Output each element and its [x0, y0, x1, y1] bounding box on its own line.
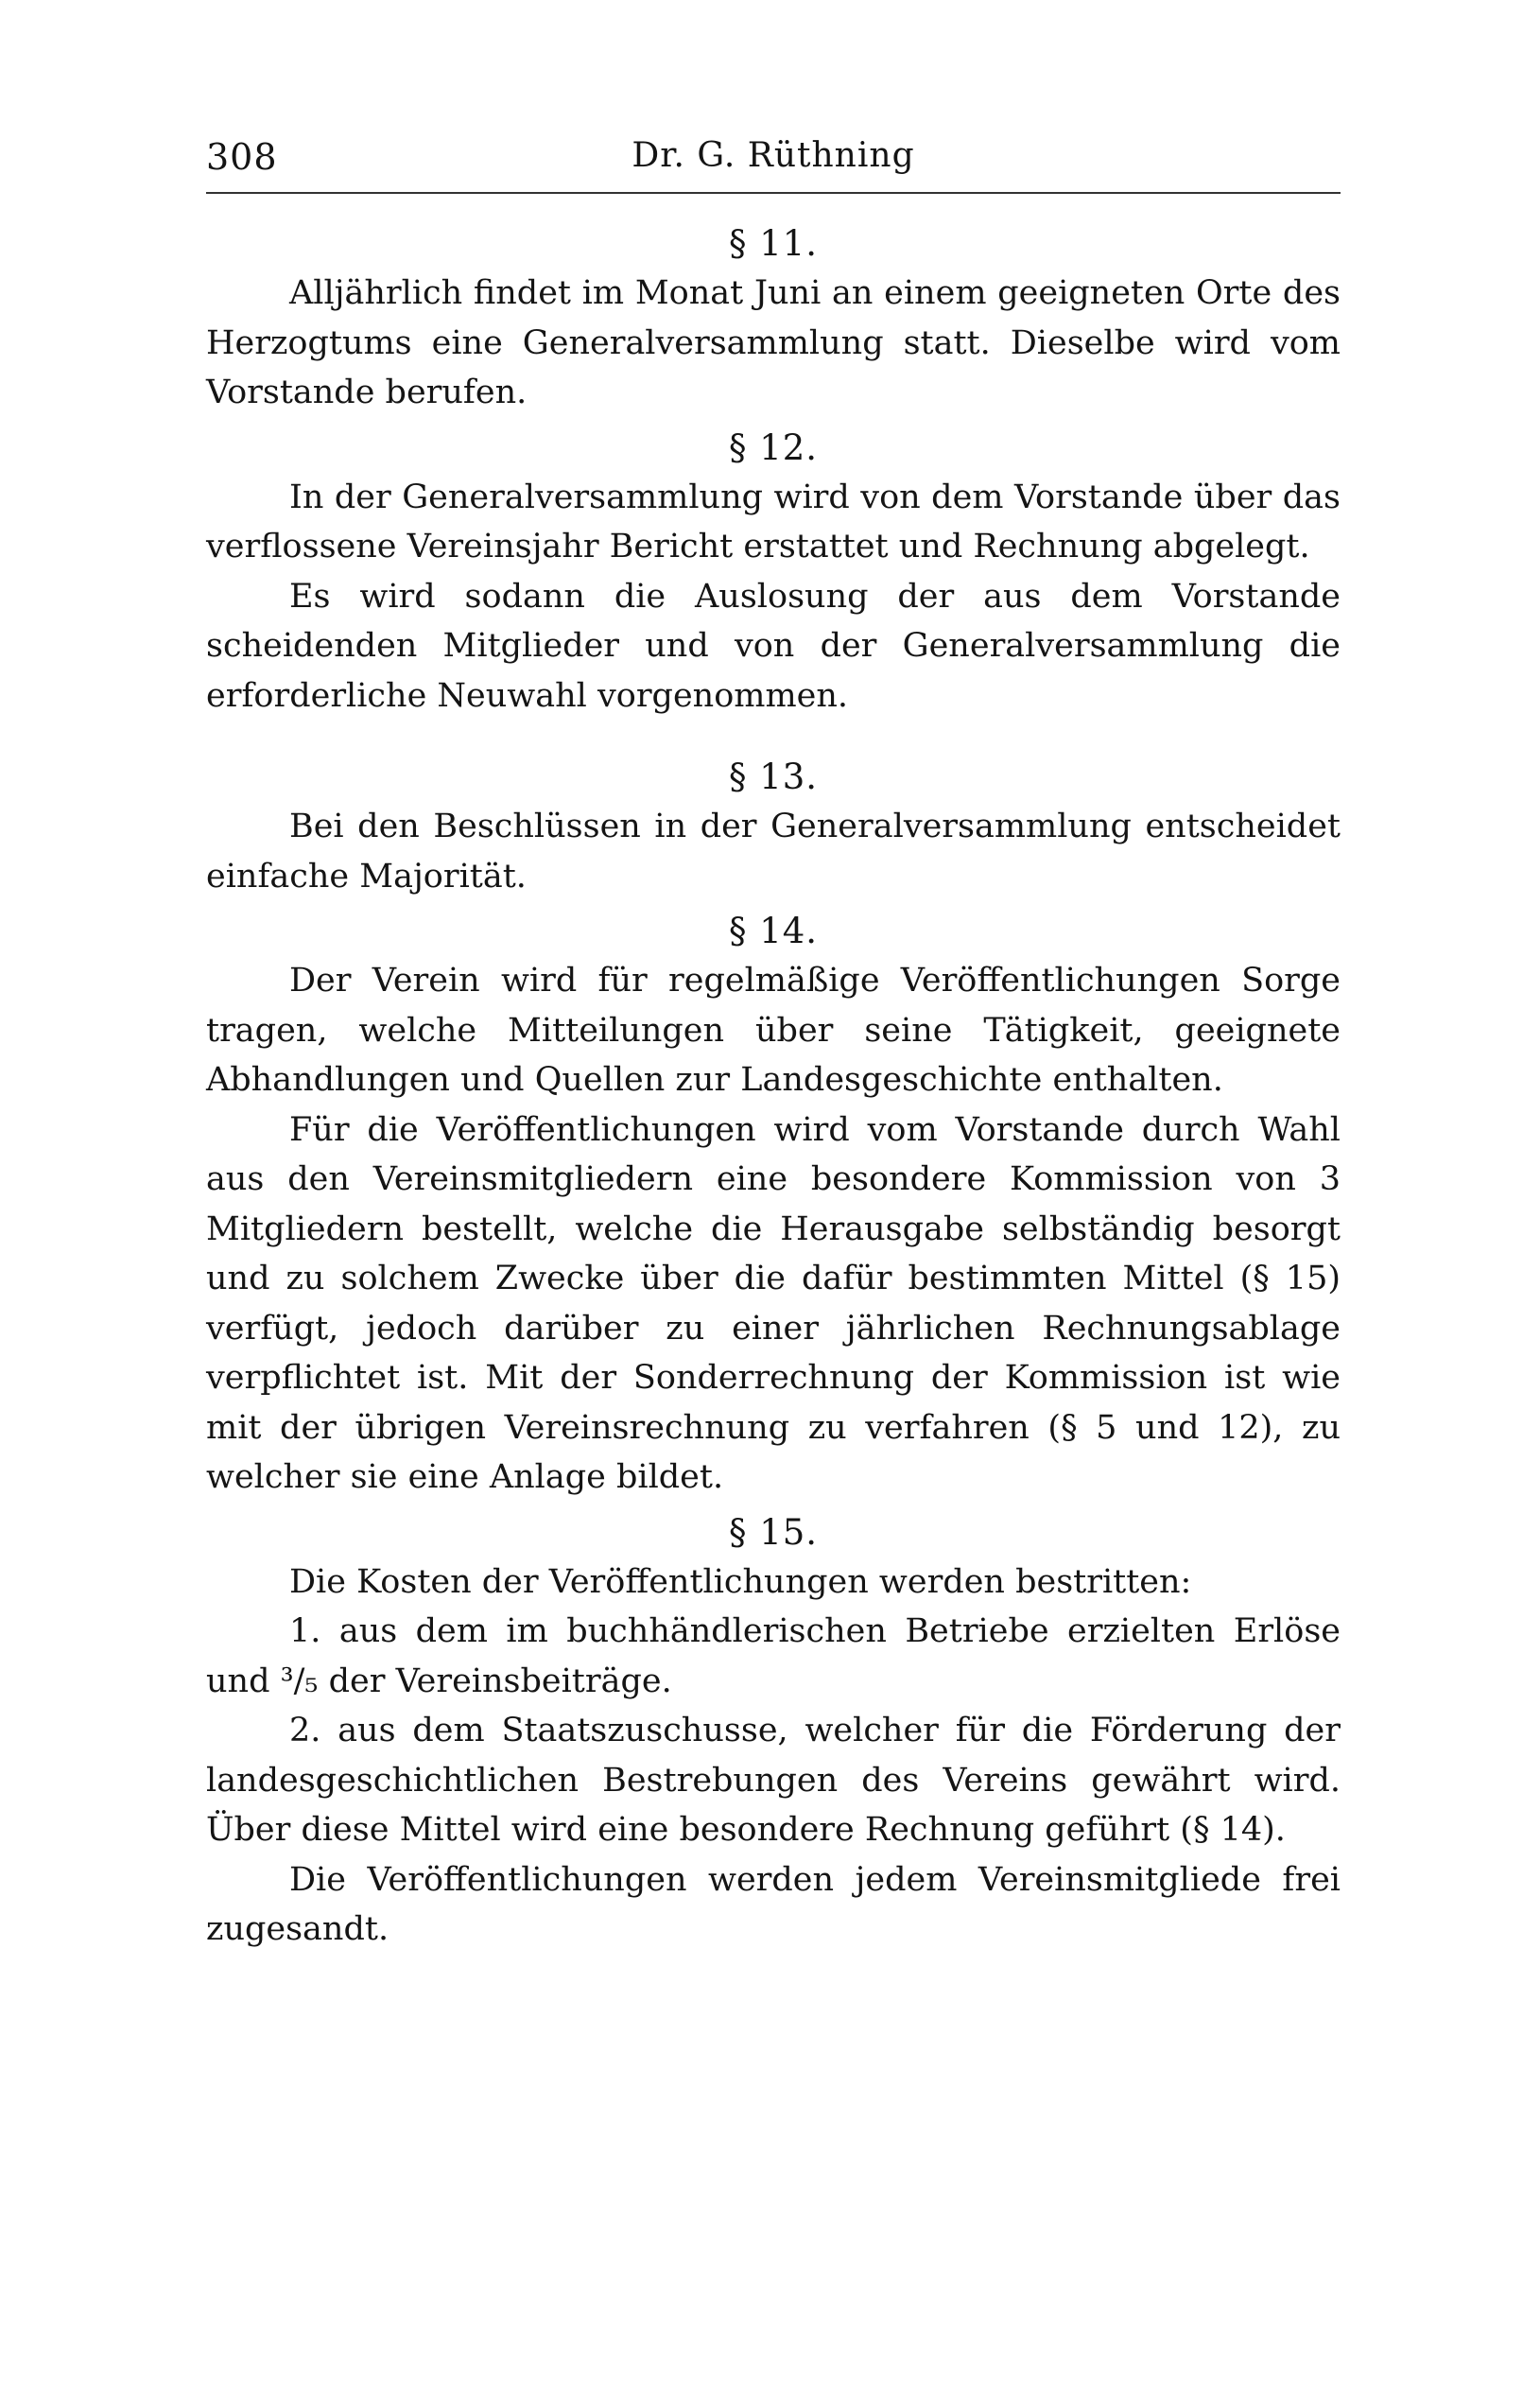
page-body: [206, 219, 1341, 1955]
spacer: [206, 721, 1341, 753]
list-item: 1. aus dem im buchhändlerischen Betriebe erzielten Erlöse und ³/₅ der Vereinsbeiträge.: [206, 1612, 1341, 1700]
section-heading-13: § 13.: [728, 757, 819, 797]
section-heading-12: § 12.: [728, 426, 819, 468]
paragraph: Es wird sodann die Auslosung der aus dem Vorstande scheidenden Mitglieder und von der Generalversammlung die erforderliche Neuwahl vorgenommen.: [206, 577, 1341, 715]
page-header: [206, 130, 1341, 187]
paragraph: Bei den Beschlüssen in der Generalversammlung entscheidet einfache Majorität.: [206, 808, 1341, 896]
page-number: 308: [206, 136, 278, 178]
section-heading-15: § 15.: [728, 1511, 819, 1553]
paragraph: Alljährlich findet im Monat Juni an einem geeigneten Orte des Herzogtums eine Generalversammlung statt. Dieselbe wird vom Vorstande berufen.: [206, 274, 1341, 411]
section-heading-14: § 14.: [728, 911, 819, 951]
paragraph: Der Verein wird für regelmäßige Veröffentlichungen Sorge tragen, welche Mitteilungen über seine Tätigkeit, geeignete Abhandlungen und Quellen zur Landesgeschichte enthalten.: [206, 962, 1341, 1099]
paragraph: In der Generalversammlung wird von dem Vorstande über das verflossene Vereinsjahr Bericht erstattet und Rechnung abgelegt.: [206, 478, 1341, 565]
paragraph: Die Kosten der Veröffentlichungen werden bestritten:: [289, 1562, 1192, 1601]
running-head: Dr. G. Rüthning: [632, 136, 915, 175]
section-heading-11: § 11.: [728, 223, 819, 264]
header-rule: [206, 192, 1341, 194]
paragraph: Die Veröffentlichungen werden jedem Vereinsmitgliede frei zugesandt.: [206, 1860, 1341, 1948]
paragraph: Für die Veröffentlichungen wird vom Vorstande durch Wahl aus den Vereinsmitgliedern eine besondere Kommission von 3 Mitgliedern bestellt, welche die Herausgabe selbständig besorgt und zu solchem Zwecke über die dafür bestimmten Mittel (§ 15) verfügt, jedoch darüber zu einer jährlichen Rechnungsablage verpflichtet ist. Mit der Sonderrechnung der Kommission ist wie mit der übrigen Vereinsrechnung zu verfahren (§ 5 und 12), zu welcher sie eine Anlage bildet.: [206, 1110, 1341, 1496]
list-item: 2. aus dem Staatszuschusse, welcher für die Förderung der landesgeschichtlichen Bestrebungen des Vereins gewährt wird. Über diese Mittel wird eine besondere Rechnung geführt (§ 14).: [206, 1712, 1341, 1849]
